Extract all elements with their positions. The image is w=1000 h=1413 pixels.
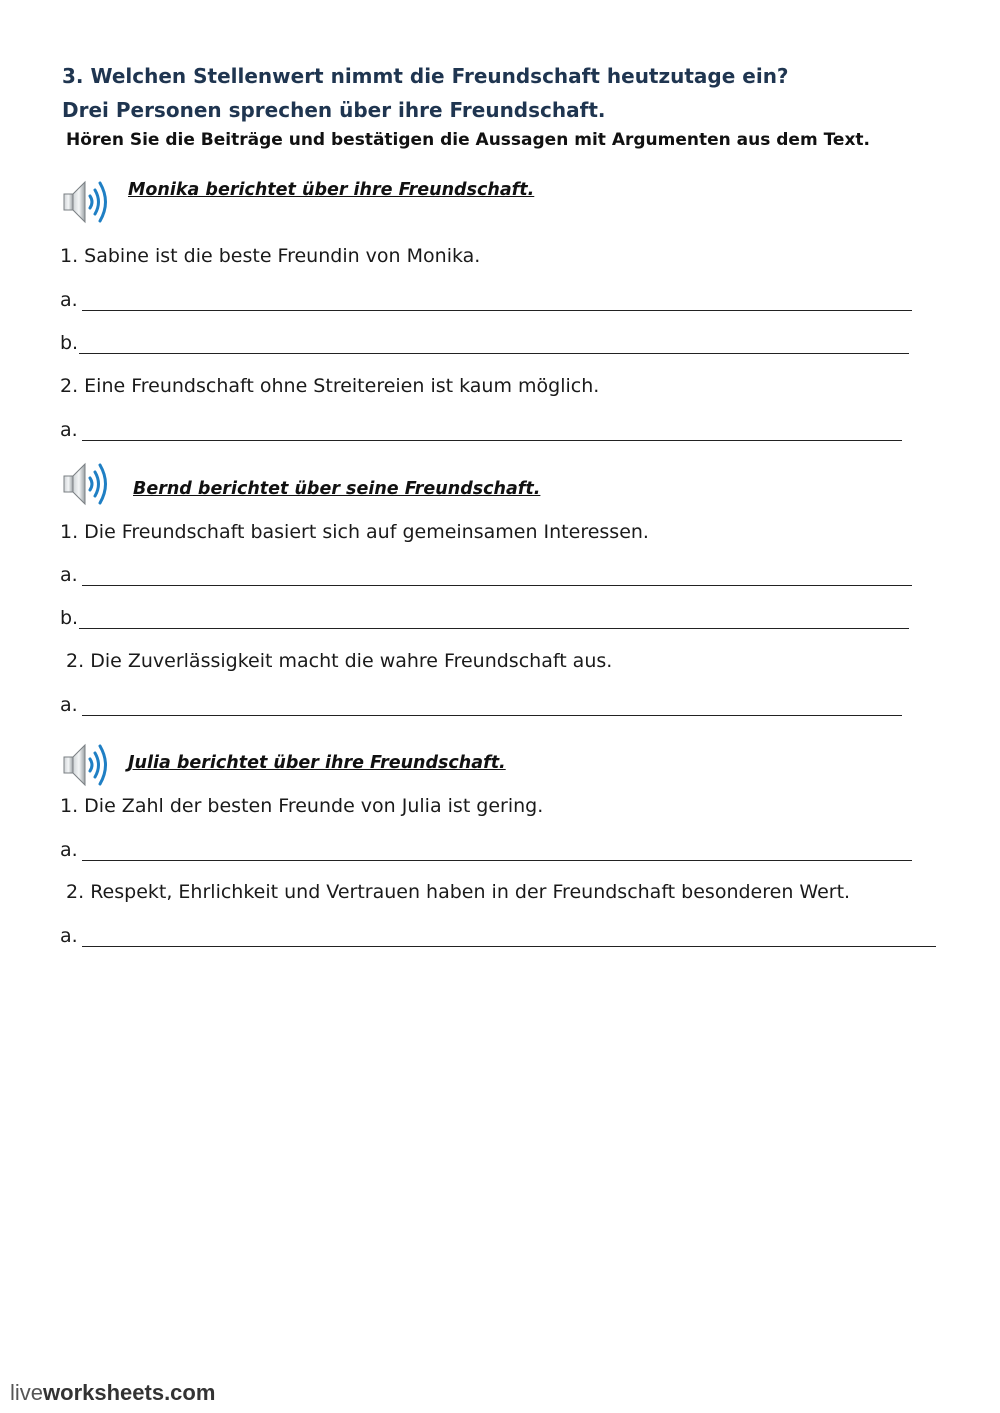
answer-input[interactable] <box>82 565 912 586</box>
answer-label: b. <box>60 607 79 629</box>
section-heading-julia: Julia berichtet über ihre Freundschaft. <box>128 753 506 773</box>
answer-label: a. <box>60 694 78 716</box>
speaker-audio-icon[interactable] <box>60 176 114 228</box>
statement-text: 1. Sabine ist die beste Freundin von Monika. <box>60 245 481 267</box>
statement-text: 1. Die Freundschaft basiert sich auf gemeinsamen Interessen. <box>60 521 649 543</box>
answer-label: a. <box>60 419 78 441</box>
answer-label: a. <box>60 289 78 311</box>
footer-brand-bold: worksheets.com <box>43 1380 216 1405</box>
answer-input[interactable] <box>82 926 936 947</box>
statement-text: 2. Respekt, Ehrlichkeit und Vertrauen haben in der Freundschaft besonderen Wert. <box>60 881 851 903</box>
answer-input[interactable] <box>79 608 909 629</box>
instruction-text: Hören Sie die Beiträge und bestätigen die Aussagen mit Argumenten aus dem Text. <box>66 130 871 150</box>
answer-input[interactable] <box>82 840 912 861</box>
answer-label: a. <box>60 564 78 586</box>
answer-input[interactable] <box>79 333 909 354</box>
speaker-audio-icon[interactable] <box>60 739 114 791</box>
answer-input[interactable] <box>82 290 912 311</box>
statement-text: 1. Die Zahl der besten Freunde von Julia ist gering. <box>60 795 544 817</box>
answer-label: b. <box>60 332 79 354</box>
answer-label: a. <box>60 925 78 947</box>
section-heading-monika: Monika berichtet über ihre Freundschaft. <box>128 180 535 200</box>
page-title: 3. Welchen Stellenwert nimmt die Freundschaft heutzutage ein? <box>62 64 789 88</box>
answer-input[interactable] <box>82 420 902 441</box>
answer-label: a. <box>60 839 78 861</box>
statement-text: 2. Eine Freundschaft ohne Streitereien ist kaum möglich. <box>60 375 600 397</box>
footer-brand-light: live <box>10 1380 44 1405</box>
page-subtitle: Drei Personen sprechen über ihre Freundschaft. <box>62 98 606 122</box>
statement-text: 2. Die Zuverlässigkeit macht die wahre Freundschaft aus. <box>60 650 613 672</box>
speaker-audio-icon[interactable] <box>60 458 114 510</box>
answer-input[interactable] <box>82 695 902 716</box>
footer-brand <box>10 1380 215 1406</box>
section-heading-bernd: Bernd berichtet über seine Freundschaft. <box>133 479 541 499</box>
